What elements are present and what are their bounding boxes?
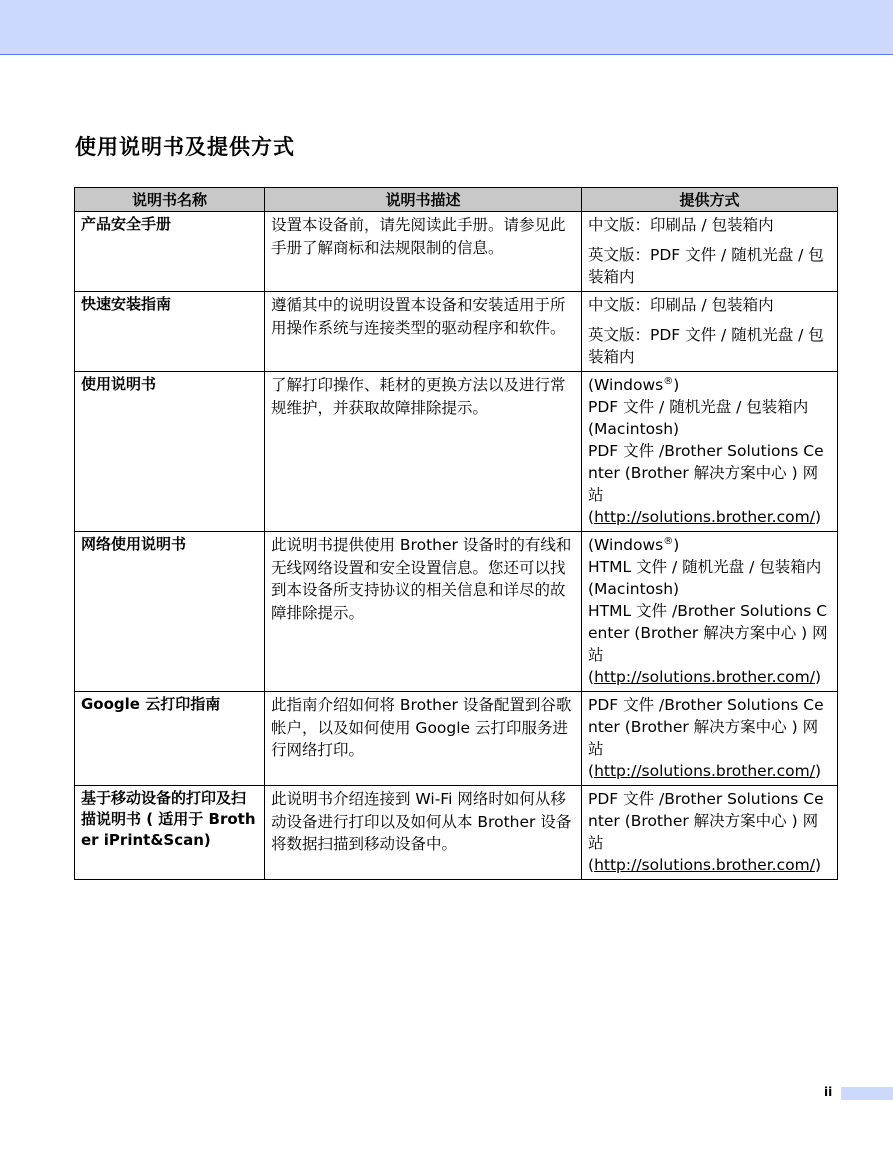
manual-description: 此指南介绍如何将 Brother 设备配置到谷歌帐户，以及如何使用 Google 云打印服务进行网络打印。 [265, 692, 582, 786]
method-line: 英文版：PDF 文件 / 随机光盘 / 包装箱内 [588, 326, 824, 366]
manual-name: Google 云打印指南 [75, 692, 265, 786]
method-line: HTML 文件 /Brother Solutions Center (Brother 解决方案中心 ) 网站 [588, 602, 828, 664]
column-header-description: 说明书描述 [265, 188, 582, 212]
manual-method [582, 212, 838, 292]
url-line [588, 506, 833, 528]
close-paren: ) [673, 376, 680, 394]
method-line: HTML 文件 / 随机光盘 / 包装箱内 [588, 558, 822, 576]
registered-mark: ® [663, 535, 674, 547]
url-open-paren: ( [588, 668, 595, 686]
page-tab-marker [841, 1087, 893, 1100]
solutions-link[interactable]: http://solutions.brother.com/ [594, 856, 815, 874]
table-row [75, 692, 838, 786]
manuals-table [74, 187, 838, 880]
url-line [588, 666, 833, 688]
method-line: 中文版：印刷品 / 包装箱内 [588, 216, 774, 234]
windows-label: (Windows [588, 376, 664, 394]
manual-name: 快速安装指南 [75, 292, 265, 372]
method-line: PDF 文件 / 随机光盘 / 包装箱内 [588, 398, 809, 416]
table-row [75, 532, 838, 692]
close-paren: ) [673, 536, 680, 554]
windows-line [588, 374, 833, 396]
solutions-link[interactable]: http://solutions.brother.com/ [594, 508, 815, 526]
column-header-method: 提供方式 [582, 188, 838, 212]
manual-name: 使用说明书 [75, 372, 265, 532]
url-line [588, 854, 833, 876]
solutions-link[interactable]: http://solutions.brother.com/ [594, 762, 815, 780]
manual-name: 网络使用说明书 [75, 532, 265, 692]
url-open-paren: ( [588, 856, 595, 874]
table-row [75, 786, 838, 880]
url-close-paren: ) [814, 508, 821, 526]
table-row [75, 292, 838, 372]
manual-description: 设置本设备前，请先阅读此手册。请参见此手册了解商标和法规限制的信息。 [265, 212, 582, 292]
manual-method [582, 372, 838, 532]
manual-description: 了解打印操作、耗材的更换方法以及进行常规维护，并获取故障排除提示。 [265, 372, 582, 532]
method-line: PDF 文件 /Brother Solutions Center (Brother 解决方案中心 ) 网站 [588, 696, 824, 758]
manual-name: 产品安全手册 [75, 212, 265, 292]
manual-method [582, 292, 838, 372]
method-line: PDF 文件 /Brother Solutions Center (Brother 解决方案中心 ) 网站 [588, 442, 824, 504]
windows-line [588, 534, 833, 556]
url-line [588, 760, 833, 782]
manual-description: 此说明书介绍连接到 Wi-Fi 网络时如何从移动设备进行打印以及如何从本 Brother 设备将数据扫描到移动设备中。 [265, 786, 582, 880]
page-title: 使用说明书及提供方式 [75, 135, 295, 159]
header-band [0, 0, 893, 55]
page-number: ii [824, 1085, 833, 1099]
url-close-paren: ) [814, 762, 821, 780]
method-line: 中文版：印刷品 / 包装箱内 [588, 296, 774, 314]
url-close-paren: ) [814, 856, 821, 874]
url-open-paren: ( [588, 508, 595, 526]
table-header-row [75, 188, 838, 212]
url-open-paren: ( [588, 762, 595, 780]
solutions-link[interactable]: http://solutions.brother.com/ [594, 668, 815, 686]
manual-method [582, 532, 838, 692]
column-header-name: 说明书名称 [75, 188, 265, 212]
method-line: 英文版：PDF 文件 / 随机光盘 / 包装箱内 [588, 246, 824, 286]
method-line: PDF 文件 /Brother Solutions Center (Brother 解决方案中心 ) 网站 [588, 790, 824, 852]
registered-mark: ® [663, 375, 674, 387]
method-line: (Macintosh) [588, 580, 680, 598]
manual-method [582, 692, 838, 786]
method-line: (Macintosh) [588, 420, 680, 438]
table-row [75, 372, 838, 532]
manual-method [582, 786, 838, 880]
manual-description: 遵循其中的说明设置本设备和安装适用于所用操作系统与连接类型的驱动程序和软件。 [265, 292, 582, 372]
manual-name: 基于移动设备的打印及扫描说明书 ( 适用于 Brother iPrint&Scan) [75, 786, 265, 880]
windows-label: (Windows [588, 536, 664, 554]
url-close-paren: ) [814, 668, 821, 686]
manual-description: 此说明书提供使用 Brother 设备时的有线和无线网络设置和安全设置信息。您还可以找到本设备所支持协议的相关信息和详尽的故障排除提示。 [265, 532, 582, 692]
table-row [75, 212, 838, 292]
